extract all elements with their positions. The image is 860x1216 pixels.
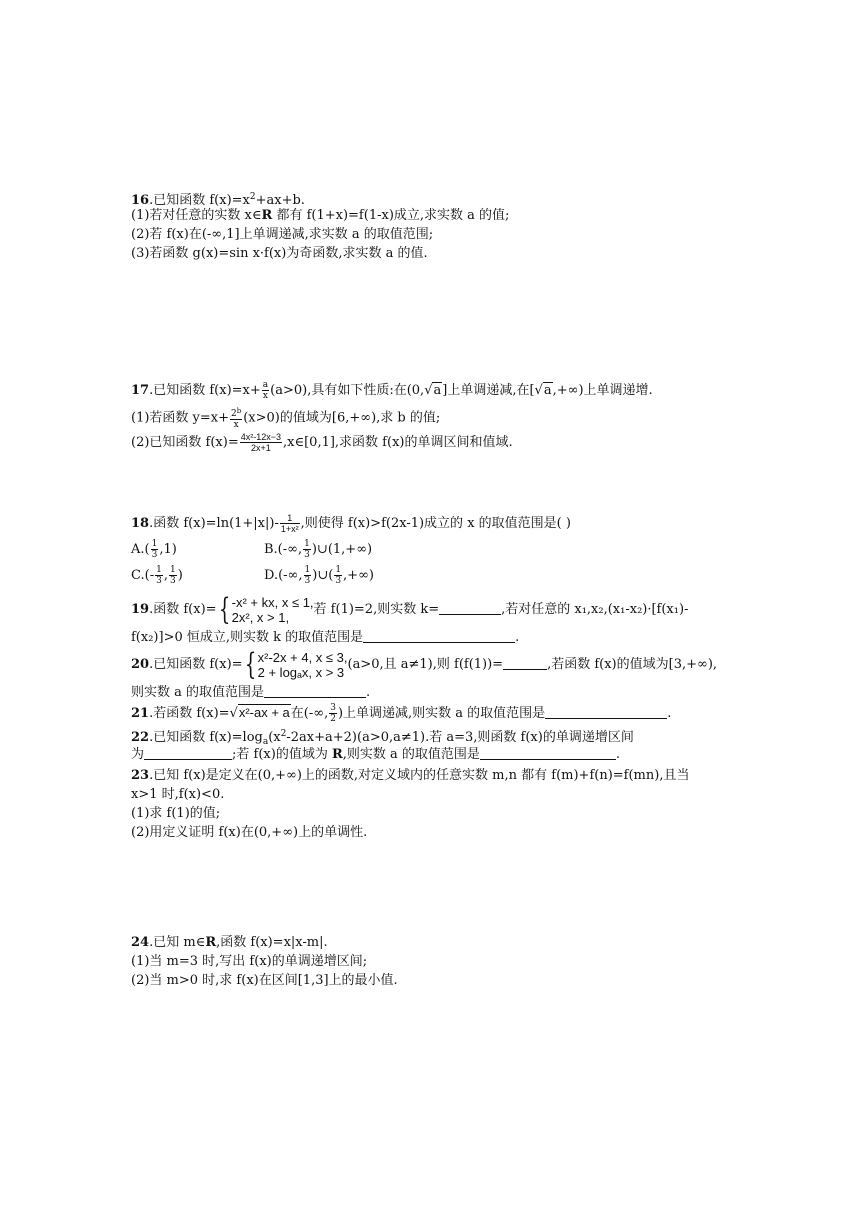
q22-blank-interval[interactable]	[144, 746, 232, 760]
q18-opt-c-mid: ,	[163, 568, 168, 583]
q17-part1-num-sup: b	[236, 407, 242, 415]
q18-opt-b-text-a: B.(-∞,	[264, 542, 303, 557]
q23-number: 23	[131, 768, 150, 783]
q19-line2-text-a: f(x₂)]>0 恒成立,则实数 k 的取值范围是	[131, 630, 364, 645]
q18-opt-d-frac2	[334, 565, 342, 586]
q20-stem-text-c: ,若函数 f(x)的值域为[3,+∞),	[547, 657, 718, 672]
q22-line2-text-d: .	[615, 747, 621, 762]
q18-opt-b-text-b: )∪(1,+∞)	[311, 542, 373, 557]
q18-opt-b-den: 3	[304, 550, 310, 560]
q22-line2	[131, 746, 620, 764]
q17-sqrt2: a	[543, 383, 552, 398]
q17-fraction	[262, 380, 269, 401]
q18-opt-a-text-b: ,1)	[159, 542, 177, 557]
q22-stem-text-c: -2ax+a+2)(a>0,a≠1).若 a=3,则函数 f(x)的单调递增区间	[286, 730, 634, 745]
q17-part1-frac-num	[230, 406, 242, 420]
q23-line2: x>1 时,f(x)<0.	[131, 787, 225, 802]
q17-sqrt1: a	[433, 383, 442, 398]
q18-opt-c-text-b: )	[177, 568, 183, 583]
q18-stem	[131, 513, 571, 534]
q24-stem-text-a: .已知 m∈	[149, 935, 206, 950]
q16-stem-sup: 2	[249, 192, 256, 202]
q21-sqrt: x²-ax + a	[238, 705, 290, 720]
q18-opt-a-text-a: A.(	[131, 542, 150, 557]
q22-number: 22	[131, 730, 150, 745]
q19-stem-text-a: .函数 f(x)=	[149, 602, 217, 617]
q18-opt-d-text-b: ,+∞)	[343, 568, 374, 583]
q18-opt-d-num2: 1	[335, 565, 342, 575]
q22-stem-text-a: .已知函数 f(x)=log	[149, 730, 263, 745]
q18-number: 18	[131, 516, 150, 531]
q23-stem-text: .已知 f(x)是定义在(0,+∞)上的函数,对定义域内的任意实数 m,n 都有 f(m)+f(n)=f(mn),且当	[149, 768, 690, 783]
q18-stem-text-b: ,则使得 f(x)>f(2x-1)成立的 x 的取值范围是( )	[300, 516, 571, 531]
q24-stem-bold: R	[205, 935, 217, 950]
q18-opt-a-frac	[151, 539, 159, 560]
q20-cases	[258, 650, 348, 680]
q19-line2-text-b: .	[515, 630, 520, 645]
q24-stem-text-b: ,函数 f(x)=x|x-m|.	[216, 935, 328, 950]
q18-opt-c-den1: 3	[156, 576, 162, 586]
q24-number: 24	[131, 935, 150, 950]
q24-part2: (2)当 m>0 时,求 f(x)在区间[1,3]上的最小值.	[131, 973, 398, 988]
q18-opt-c-num2: 1	[169, 565, 176, 575]
q18-opt-c-frac1	[155, 565, 163, 586]
q18-opt-d-den2: 3	[335, 576, 342, 586]
q17-stem-text-b: (a>0),具有如下性质:在(0,	[270, 383, 425, 398]
q21-stem-text-d: .	[667, 706, 672, 721]
q18-opt-c-frac2	[169, 565, 177, 586]
q17-stem-text-a: .已知函数 f(x)=x+	[149, 383, 261, 398]
q17-part2-frac-num: 4x²-12x−3	[240, 432, 282, 442]
q20-stem	[131, 648, 717, 682]
q18-option-a	[131, 539, 177, 560]
q16-part1	[131, 207, 509, 225]
q22-stem-sub: a	[262, 737, 269, 747]
q18-opt-b-frac	[303, 539, 311, 560]
q18-opt-c-text-a: C.(-	[131, 568, 155, 583]
q20-case1: x²-2x + 4, x ≤ 3,	[257, 649, 348, 665]
q16-part3: (3)若函数 g(x)=sin x·f(x)为奇函数,求实数 a 的值.	[131, 246, 428, 261]
q19-stem-text-c: ,若对任意的 x₁,x₂,(x₁-x₂)·[f(x₁)-	[501, 602, 689, 617]
q16-stem-text-b: +ax+b.	[255, 193, 305, 208]
q18-option-d	[264, 565, 374, 586]
q21-frac-den: 2	[330, 714, 336, 724]
q21-stem-text-b: 在(-∞,	[290, 706, 329, 721]
q17-part1-fraction	[230, 406, 242, 430]
q21-stem-text-c: )上单调递减,则实数 a 的取值范围是	[337, 706, 546, 721]
q18-option-b	[264, 539, 372, 560]
q20-blank-ff1[interactable]	[503, 656, 547, 670]
q20-stem-text-a: .已知函数 f(x)=	[149, 657, 243, 672]
q20-stem-text-b: (a>0,且 a≠1),则 f(f(1))=	[347, 657, 504, 672]
q18-stem-text-a: .函数 f(x)=ln(1+|x|)-	[149, 516, 279, 531]
q16-number: 16	[131, 193, 150, 208]
q17-part2-text-a: (2)已知函数 f(x)=	[131, 435, 239, 450]
q22-line2-text-c: ,则实数 a 的取值范围是	[342, 747, 480, 762]
q22-line2-text-a: 为	[131, 747, 145, 762]
q18-opt-d-frac1	[304, 565, 312, 586]
q20-brace: {	[244, 646, 256, 682]
q17-number: 17	[131, 383, 150, 398]
q19-stem	[131, 591, 689, 627]
q18-frac-den: 1+x²	[280, 524, 299, 534]
q19-cases	[232, 595, 314, 625]
q17-frac-den: x	[262, 391, 268, 401]
q16-stem-text-a: .已知函数 f(x)=x	[149, 193, 250, 208]
q18-opt-a-den: 3	[151, 550, 158, 560]
q23-part1: (1)求 f(1)的值;	[131, 806, 221, 821]
q22-stem-sup: 2	[280, 729, 287, 739]
q17-stem: 17.已知函数 f(x)=x+ $\frac{a}{x}$ (a>0),具有如下性质:在(0,√a]上单调递减,在[√a,+∞)上单调递增.	[131, 380, 653, 401]
q19-blank-k[interactable]	[439, 601, 501, 615]
q16-part1-bold: R	[261, 208, 273, 223]
q21-number: 21	[131, 706, 150, 721]
q22-line2-bold: R	[331, 747, 343, 762]
q19-brace: {	[218, 591, 230, 627]
q20-line2-text-a: 则实数 a 的取值范围是	[131, 685, 265, 700]
q18-opt-c-den2: 3	[169, 576, 176, 586]
q17-part1-frac-den: x	[233, 420, 239, 430]
q17-part2-frac-den: 2x+1	[250, 443, 271, 453]
q20-blank-range[interactable]	[264, 684, 366, 698]
q19-case2: 2x², x > 1,	[231, 609, 290, 625]
q20-case2: 2 + logₐx, x > 3	[257, 664, 345, 680]
q19-number: 19	[131, 602, 150, 617]
q17-part2	[131, 432, 513, 453]
q19-case1: -x² + kx, x ≤ 1,	[231, 594, 314, 610]
q19-line2	[131, 629, 519, 647]
q21-stem: 21.若函数 f(x)=√x²-ax + a在(-∞, $\frac{3}{2}$ )上单调递减,则实数 a 的取值范围是 .	[131, 703, 672, 724]
q17-part1-text-a: (1)若函数 y=x+	[131, 410, 230, 426]
q17-part1	[131, 406, 440, 430]
q18-opt-c-num1: 1	[156, 565, 162, 575]
q18-opt-d-mid: )∪(	[312, 568, 334, 583]
q17-part1-num-base: 2	[231, 409, 237, 419]
q23-stem	[131, 767, 689, 785]
q24-stem	[131, 934, 328, 952]
q22-line2-text-b: ;若 f(x)的值域为	[232, 747, 332, 762]
q19-blank-range[interactable]	[363, 629, 515, 643]
q18-frac-num: 1	[280, 513, 300, 524]
q18-option-c	[131, 565, 183, 586]
q21-frac-num: 3	[330, 703, 336, 713]
q21-blank-range[interactable]	[545, 705, 667, 719]
q21-stem-text-a: .若函数 f(x)=	[149, 706, 230, 721]
q16-part2: (2)若 f(x)在(-∞,1]上单调递减,求实数 a 的取值范围;	[131, 227, 434, 242]
q24-part1: (1)当 m=3 时,写出 f(x)的单调递增区间;	[131, 954, 368, 969]
q16-part1-text-a: (1)若对任意的实数 x∈	[131, 208, 262, 223]
q19-stem-text-b: 若 f(1)=2,则实数 k=	[313, 602, 440, 617]
q21-fraction	[329, 703, 337, 724]
q20-line2	[131, 684, 370, 702]
q20-number: 20	[131, 657, 150, 672]
q17-part1-text-b: (x>0)的值域为[6,+∞),求 b 的值;	[243, 410, 441, 426]
q22-blank-range[interactable]	[480, 746, 616, 760]
q18-opt-d-text-a: D.(-∞,	[264, 568, 303, 583]
q17-part2-text-b: ,x∈[0,1],求函数 f(x)的单调区间和值域.	[283, 435, 513, 450]
q20-line2-text-b: .	[366, 685, 371, 700]
q16-part1-text-b: 都有 f(1+x)=f(1-x)成立,求实数 a 的值;	[272, 208, 510, 223]
q22-stem-text-b: (x	[268, 730, 281, 745]
q17-stem-text-c: ]上单调递减,在[	[442, 383, 535, 398]
q18-opt-d-num1: 1	[304, 565, 311, 575]
q18-opt-d-den1: 3	[304, 576, 311, 586]
q17-part2-fraction	[240, 432, 282, 453]
q23-part2: (2)用定义证明 f(x)在(0,+∞)上的单调性.	[131, 825, 368, 840]
q18-fraction	[280, 513, 300, 534]
q18-opt-a-num: 1	[151, 539, 158, 549]
q17-frac-num: a	[262, 380, 269, 390]
q17-stem-text-d: ,+∞)上单调递增.	[552, 383, 653, 398]
q18-opt-b-num: 1	[304, 539, 310, 549]
